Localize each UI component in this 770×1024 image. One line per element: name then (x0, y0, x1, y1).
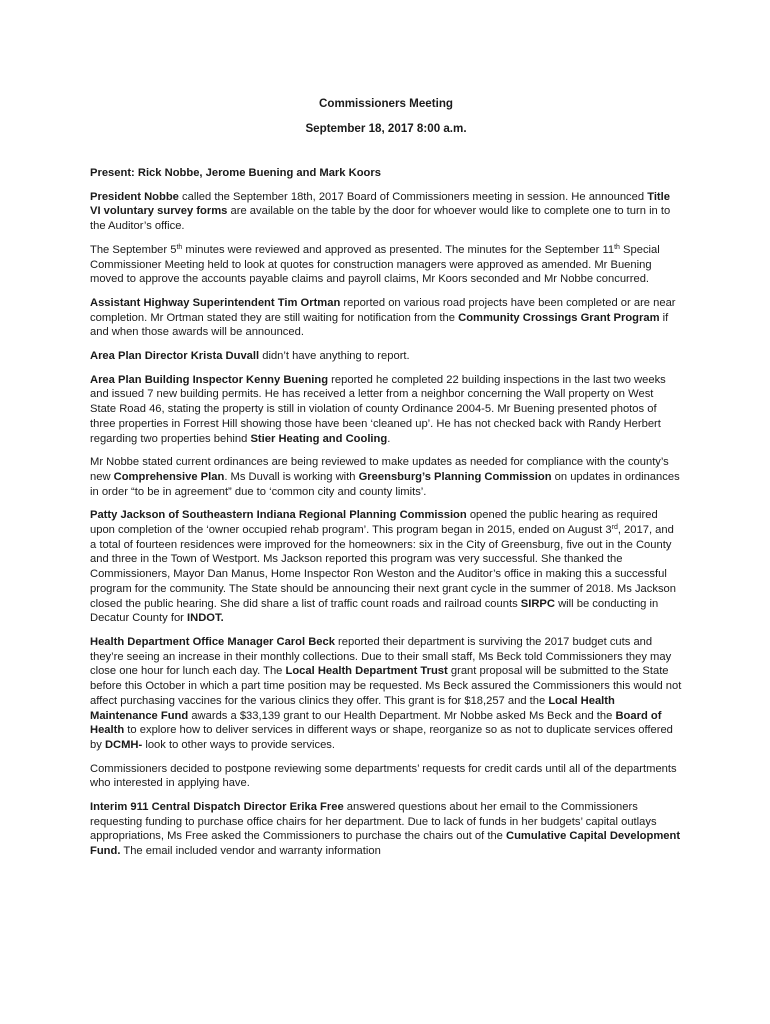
speaker-name: Area Plan Building Inspector Kenny Buening (90, 373, 329, 386)
paragraph-credit-cards: Commissioners decided to postpone reviewing some departments’ requests for credit cards until all of the departments who interested in applying have. (90, 762, 677, 790)
meeting-date: September 18, 2017 8:00 a.m. (305, 122, 467, 135)
paragraph-health-department: Health Department Office Manager Carol Beck reported their department is surviving the 2017 budget cuts and they’re seeing an increase in their monthly collections. Due to their small staff, Ms Beck told Commissioners they may close one hour for lunch each day. The Local Health Department Trust grant proposal will be submitted to the State before this October in which a part time position may be requested. Ms Beck assured the Commissioners this would not affect purchasing vaccines for the various clinics they offer. This grant is for $18,257 and the Local Health Maintenance Fund awards a $33,139 grant to our Health Department. Mr Nobbe asked Ms Beck and the Board of Health to explore how to deliver services in different ways or shape, reorganize so as not to duplicate services offered by DCMH- look to other ways to provide services. (90, 635, 682, 751)
speaker-name: Interim 911 Central Dispatch Director Erika Free (90, 801, 344, 814)
document-title: Commissioners Meeting (318, 97, 453, 110)
paragraph-ordinances: Mr Nobbe stated current ordinances are being reviewed to make updates as needed for compliance with the county’s new Comprehensive Plan. Ms Duvall is working with Greensburg’s Planning Commission on updates in ordinances in order “to be in agreement” due to ‘common city and county limits’. (90, 456, 680, 498)
bold-term: Local Health Department Trust (285, 665, 448, 678)
paragraph-building-inspector: Area Plan Building Inspector Kenny Buening reported he completed 22 building inspections in the last two weeks and issued 7 new building permits. He has received a letter from a neighbor concerning the Wall property on West State Road 46, stating the property is still in violation of county Ordinance 2004-5. Mr Buening presented photos of three properties in Forrest Hill showing those have been ‘cleaned up’. He has not checked back with Randy Herbert regarding two properties behind Stier Heating and Cooling. (90, 373, 666, 445)
paragraph-highway: Assistant Highway Superintendent Tim Ortman reported on various road projects have been completed or are near completion. Mr Ortman stated they are still waiting for notification from the Community Crossings Grant Program if and when those awards will be announced. (90, 296, 676, 339)
paragraph-area-plan-director: Area Plan Director Krista Duvall didn’t have anything to report. (90, 350, 410, 363)
bold-term: Local Health Maintenance Fund (90, 694, 615, 722)
bold-term: Comprehensive Plan (113, 470, 225, 483)
speaker-name: Area Plan Director Krista Duvall (90, 350, 260, 363)
speaker-name: President Nobbe (90, 190, 179, 203)
speaker-name: Health Department Office Manager Carol Beck (90, 635, 335, 648)
bold-term: Board of Health (90, 709, 662, 737)
bold-term: Greensburg’s Planning Commission (358, 470, 552, 483)
paragraph-minutes: The September 5th minutes were reviewed and approved as presented. The minutes for the September 11th Special Commissioner Meeting held to look at quotes for construction managers were approved as amended. Mr Buening moved to approve the accounts payable claims and payroll claims, Mr Koors seconded and Mr Nobbe concurred. (90, 243, 660, 286)
speaker-name: Assistant Highway Superintendent Tim Ortman (90, 296, 341, 309)
bold-term: INDOT. (187, 612, 224, 625)
bold-term: Stier Heating and Cooling (250, 432, 388, 445)
speaker-name: Patty Jackson of Southeastern Indiana Regional Planning Commission (90, 509, 467, 522)
bold-term: DCMH- (104, 738, 143, 751)
paragraph-planning-commission: Patty Jackson of Southeastern Indiana Regional Planning Commission opened the public hearing as required upon completion of the ‘owner occupied rehab program’. This program began in 2015, ended on August 3rd, 2017, and a total of fourteen residences were improved for the homeowners: six in the City of Greensburg, five out in the County and three in the Town of Westport. Ms Jackson reported this program was very successful. She thanked the Commissioners, Mayor Dan Manus, Home Inspector Ron Weston and the Auditor’s office in making this a successful program for the community. The State should be announcing their next grant cycle in the summer of 2018. Ms Jackson closed the public hearing. She did share a list of traffic count roads and railroad counts SIRPC will be conducting in Decatur County for INDOT. (90, 509, 676, 625)
bold-term: Cumulative Capital Development Fund. (90, 830, 681, 858)
paragraph-dispatch: Interim 911 Central Dispatch Director Erika Free answered questions about her email to the Commissioners requesting funding to purchase office chairs for her department. Due to lack of funds in her budgets’ capital outlays appropriations, Ms Free asked the Commissioners to purchase the chairs out of the Cumulative Capital Development Fund. The email included vendor and warranty information (90, 801, 681, 858)
bold-term: Community Crossings Grant Program (458, 311, 660, 324)
attendance-paragraph: Present: Rick Nobbe, Jerome Buening and Mark Koors (90, 167, 381, 179)
paragraph-call-to-order: President Nobbe called the September 18th, 2017 Board of Commissioners meeting in session. He announced Title VI voluntary survey forms are available on the table by the door for whoever would like to complete one to turn in to the Auditor’s office. (90, 190, 671, 233)
bold-term: SIRPC (520, 597, 555, 610)
bold-term: Title VI voluntary survey forms (90, 190, 670, 218)
